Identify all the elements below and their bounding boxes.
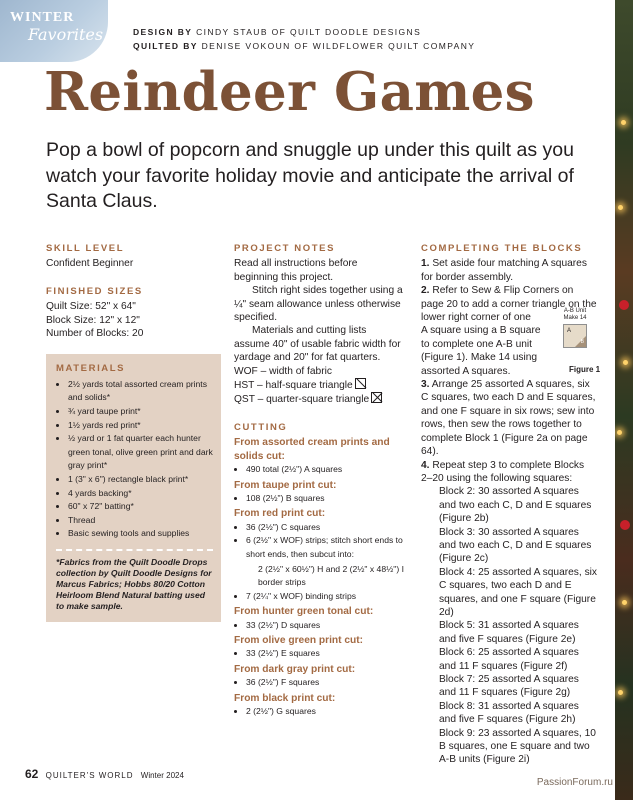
block-item: Block 9: 23 assorted A squares, 10 B squares, one E square and two A-B units (Figure 2i) <box>439 727 596 766</box>
figure-1-make-label: Make 14 <box>563 315 587 321</box>
cut-subitem: 2 (2½" x 60½") H and 2 (2½" x 48½") I border strips <box>258 563 404 588</box>
quilted-name: DENISE VOKOUN OF WILDFLOWER QUILT COMPANY <box>201 41 476 51</box>
notes-paragraph: Materials and cutting lists assume 40" of usable fabric width for yardage and 20" for fat quarters. <box>234 325 401 364</box>
sizes-line: Quilt Size: 52" x 64" <box>46 301 136 313</box>
page-footer <box>25 767 184 781</box>
materials-heading: MATERIALS <box>56 363 126 375</box>
cutting-list <box>234 436 404 718</box>
label-a: A <box>567 328 572 334</box>
notes-paragraph: Stitch right sides together using a ¼" seam allowance unless otherwise specified. <box>234 285 403 324</box>
cut-item: • 6 (2½" x WOF) strips; stitch short ends to short ends, then subcut into: <box>246 534 404 561</box>
cutting-heading: CUTTING <box>234 421 288 433</box>
edition: Winter 2024 <box>140 771 184 780</box>
sizes-line: Number of Blocks: 20 <box>46 328 144 340</box>
half-square-triangle-icon <box>355 378 366 389</box>
magazine-name: QUILTER'S WORLD <box>45 771 134 780</box>
cut-item: • 2 (2½") G squares <box>246 705 404 718</box>
materials-item: • ¾ yard taupe print* <box>68 405 213 419</box>
materials-item: • 1 (3" x 6") rectangle black print* <box>68 473 213 487</box>
cut-heading: From taupe print cut: <box>234 479 337 491</box>
figure-1-unit-label: A-B Unit <box>563 308 587 314</box>
step-1: 1. Set aside four matching A squares for border assembly. <box>421 258 587 283</box>
cut-item: • 108 (2½") B squares <box>246 492 404 505</box>
cut-item: • 490 total (2½") A squares <box>246 463 404 476</box>
block-item: Block 6: 25 assorted A squares and 11 F squares (Figure 2f) <box>439 647 579 672</box>
page-title: Reindeer Games <box>44 61 535 123</box>
ab-unit-diagram <box>563 324 587 348</box>
christmas-tree-photo <box>615 0 633 800</box>
page-number: 62 <box>25 767 39 781</box>
cut-item: • 7 (2¼" x WOF) binding strips <box>246 590 404 603</box>
figure-1 <box>552 308 601 374</box>
skill-heading: SKILL LEVEL <box>46 243 125 254</box>
materials-item: • Basic sewing tools and supplies <box>68 527 213 541</box>
sizes-line: Block Size: 12" x 12" <box>46 314 140 326</box>
winter-favorites-badge <box>0 0 108 62</box>
materials-item: • ½ yard or 1 fat quarter each hunter green tonal, olive green print and dark gray print* <box>68 432 213 473</box>
block-item: Block 5: 31 assorted A squares and five F squares (Figure 2e) <box>439 620 579 645</box>
notes-paragraph: Read all instructions before beginning this project. <box>234 258 358 283</box>
dashed-divider <box>56 549 213 551</box>
design-label: DESIGN BY <box>133 27 193 37</box>
step-2-cont: (Figure 1). Make 14 using <box>421 352 538 364</box>
step-4: 4. Repeat step 3 to complete Blocks 2–20 using the following squares: <box>421 459 585 484</box>
block-list <box>421 485 597 767</box>
cut-item: • 33 (2½") E squares <box>246 647 404 660</box>
design-name: CINDY STAUB OF QUILT DOODLE DESIGNS <box>196 27 422 37</box>
materials-note: *Fabrics from the Quilt Doodle Drops collection by Quilt Doodle Designs for Marcus Fabrics; Hobbs 80/20 Cotton Heirloom Blend Natural batting used to make sample. <box>56 556 212 611</box>
materials-item: • 60" x 72" batting* <box>68 500 213 514</box>
step-2-cont: assorted A squares. <box>421 365 511 377</box>
badge-line1: WINTER <box>10 10 75 25</box>
materials-item: • 2½ yards total assorted cream prints and solids* <box>68 378 213 405</box>
sizes-heading: FINISHED SIZES <box>46 285 143 297</box>
materials-box <box>46 354 221 622</box>
watermark: PassionForum.ru <box>536 777 613 788</box>
badge-line2: Favorites <box>28 25 104 44</box>
cut-heading: From dark gray print cut: <box>234 663 356 675</box>
cut-heading: From hunter green tonal cut: <box>234 606 374 618</box>
step-2: 2. Refer to Sew & Flip Corners on page 20 to add a corner triangle on the lower right corner of one <box>421 285 597 324</box>
step-2-cont: A square using a B square <box>421 325 541 337</box>
block-item: Block 3: 30 assorted A squares and two each C, D and E squares (Figure 2c) <box>439 526 592 565</box>
block-item: Block 8: 31 assorted A squares and five F squares (Figure 2h) <box>439 700 579 726</box>
quarter-square-triangle-icon <box>371 392 382 403</box>
completing-heading: COMPLETING THE BLOCKS <box>421 243 583 254</box>
step-2-cont: to complete one A-B unit <box>421 338 532 350</box>
notes-qst: QST – quarter-square triangle <box>234 394 370 406</box>
skill-value: Confident Beginner <box>46 258 134 270</box>
notes-wof: WOF – width of fabric <box>234 365 332 377</box>
credits <box>133 27 475 55</box>
column-1 <box>46 242 221 622</box>
intro-text: Pop a bowl of popcorn and snuggle up under this quilt as you watch your favorite holiday movie and anticipate the arrival of Santa Claus. <box>46 139 574 212</box>
materials-item: • 1½ yards red print* <box>68 419 213 433</box>
cut-heading: From assorted cream prints and solids cut: <box>234 437 390 462</box>
materials-item: • 4 yards backing* <box>68 487 213 501</box>
project-notes-heading: PROJECT NOTES <box>234 243 336 254</box>
cut-heading: From black print cut: <box>234 692 336 704</box>
quilted-label: QUILTED BY <box>133 41 198 51</box>
block-item: Block 4: 25 assorted A squares, six C squares, two each D and E squares, and one F square (Figure 2d) <box>439 566 598 618</box>
notes-hst: HST – half-square triangle <box>234 380 353 392</box>
label-b: B <box>580 339 584 345</box>
cut-item: • 36 (2½") F squares <box>246 676 404 689</box>
block-item: Block 7: 25 assorted A squares and 11 F squares (Figure 2g) <box>439 674 579 699</box>
cut-heading: From red print cut: <box>234 508 326 520</box>
materials-item: • Thread <box>68 514 213 528</box>
column-2 <box>234 242 404 720</box>
step-3: 3. Arrange 25 assorted A squares, six C squares, two each D and E squares, and one F square in six rows; sew into rows, then sew the rows together to complete Block 1 (Figure 2a on page 64). <box>421 379 596 458</box>
block-item: Block 2: 30 assorted A squares and two each C, D and E squares (Figure 2b) <box>439 486 592 525</box>
cut-item: • 33 (2½") D squares <box>246 619 404 632</box>
cut-heading: From olive green print cut: <box>234 634 364 646</box>
figure-1-caption: Figure 1 <box>569 365 601 374</box>
cut-item: • 36 (2½") C squares <box>246 521 404 534</box>
